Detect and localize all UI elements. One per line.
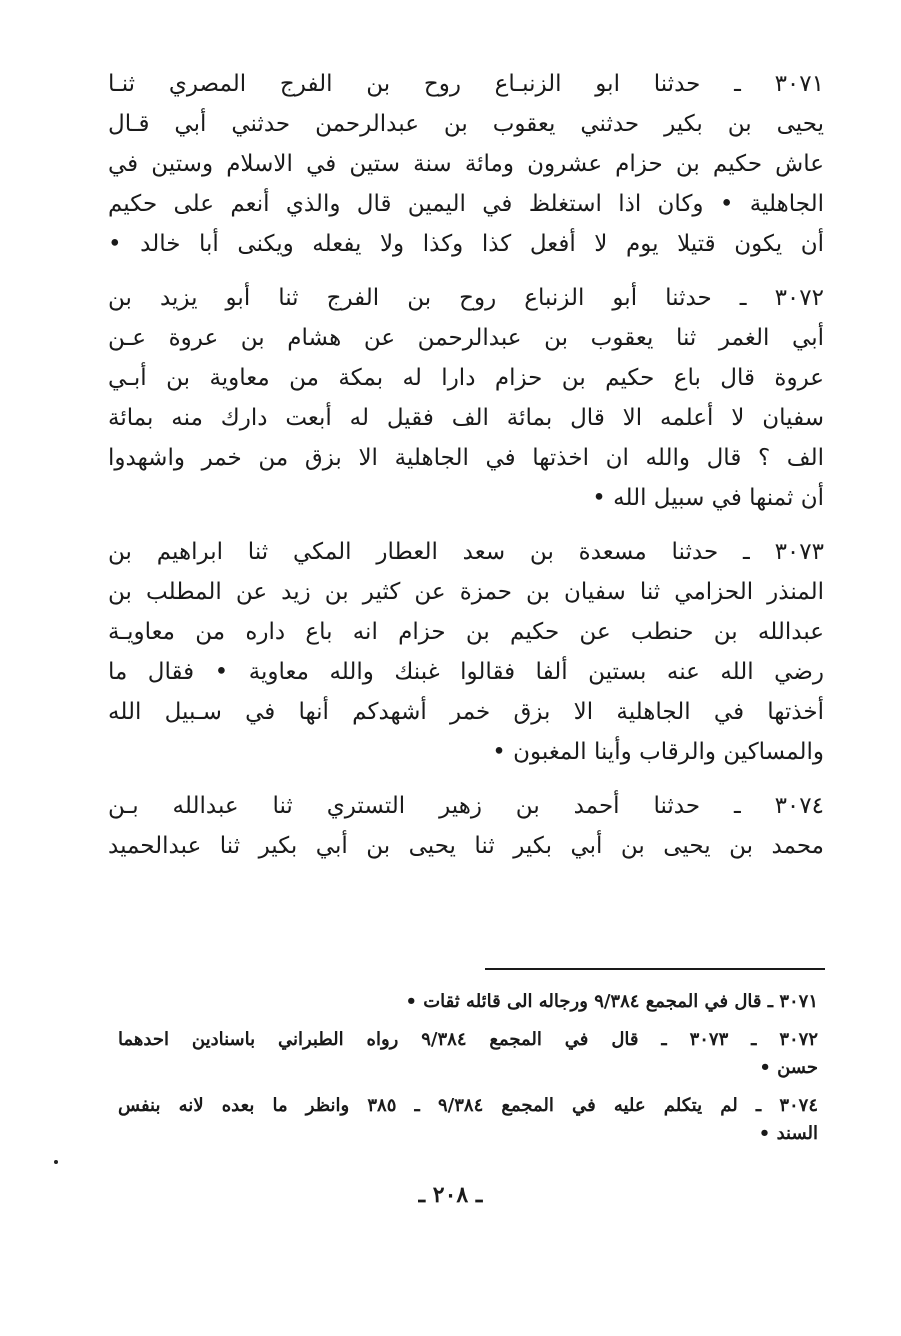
- footnote-divider: [485, 968, 825, 970]
- hadith-3073: [108, 532, 824, 772]
- text-line: عبدالله بن حنطب عن حكيم بن حزام انه باع داره من معاويـة: [108, 619, 824, 645]
- text-line: عاش حكيم بن حزام عشرون ومائة سنة ستين في الاسلام وستين في: [108, 151, 824, 177]
- text-line: الف ؟ قال والله ان اخذتها في الجاهلية الا بزق من خمر واشهدوا: [108, 445, 824, 471]
- text-line: ٣٠٧٤ ـ حدثنا أحمد بن زهير التستري ثنا عبدالله بـن: [108, 793, 824, 819]
- text-line: ٣٠٧٣ ـ حدثنا مسعدة بن سعد العطار المكي ثنا ابراهيم بن: [108, 539, 824, 565]
- text-line: رضي الله عنه بستين ألفا فقالوا غبنك والله معاوية • فقال ما: [108, 659, 824, 685]
- page-number: ـ ٢٠٨ ـ: [418, 1182, 483, 1208]
- text-line: والمساكين والرقاب وأينا المغبون •: [492, 739, 824, 765]
- text-line: يحيى بن بكير حدثني يعقوب بن عبدالرحمن حدثني أبي قـال: [108, 111, 824, 137]
- footnote-line: ٣٠٧٢ ـ ٣٠٧٣ ـ قال في المجمع ٩/٣٨٤ رواه الطبراني باسنادين احدهما: [118, 1029, 818, 1050]
- text-line: سفيان لا أعلمه الا قال بمائة الف فقيل له أبعت دارك منه بمائة: [108, 405, 824, 431]
- footnote-line: حسن •: [759, 1057, 818, 1078]
- hadith-3071: [108, 64, 824, 264]
- main-text: [108, 64, 824, 880]
- text-line: الجاهلية • وكان اذا استغلظ في اليمين قال والذي أنعم على حكيم: [108, 191, 824, 217]
- footnotes: [118, 988, 818, 1148]
- ink-speck: [54, 1160, 58, 1164]
- text-line: أبي الغمر ثنا يعقوب بن عبدالرحمن عن هشام بن عروة عـن: [108, 325, 824, 351]
- footnote-line: السند •: [758, 1123, 818, 1144]
- footnote-line: ٣٠٧٤ ـ لم يتكلم عليه في المجمع ٩/٣٨٤ ـ ٣٨٥ وانظر ما بعده لانه بنفس: [118, 1095, 818, 1116]
- text-line: المنذر الحزامي ثنا سفيان بن حمزة عن كثير بن زيد عن المطلب بن: [108, 579, 824, 605]
- hadith-3074: [108, 786, 824, 866]
- text-line: أن ثمنها في سبيل الله •: [592, 485, 824, 511]
- text-line: عروة قال باع حكيم بن حزام دارا له بمكة من معاوية بن أبـي: [108, 365, 824, 391]
- hadith-3072: [108, 278, 824, 518]
- text-line: ٣٠٧١ ـ حدثنا ابو الزنبـاع روح بن الفرج المصري ثنـا: [108, 71, 824, 97]
- text-line: ٣٠٧٢ ـ حدثنا أبو الزنباع روح بن الفرج ثنا أبو يزيد بن: [108, 285, 824, 311]
- footnote-line: ٣٠٧١ ـ قال في المجمع ٩/٣٨٤ ورجاله الى قائله ثقات •: [405, 991, 818, 1012]
- text-line: محمد بن يحيى بن أبي بكير ثنا يحيى بن أبي بكير ثنا عبدالحميد: [108, 833, 824, 859]
- text-line: أن يكون قتيلا يوم لا أفعل كذا وكذا ولا يفعله ويكنى أبا خالد •: [108, 231, 824, 257]
- text-line: أخذتها في الجاهلية الا بزق خمر أشهدكم أنها في سـبيل الله: [108, 699, 824, 725]
